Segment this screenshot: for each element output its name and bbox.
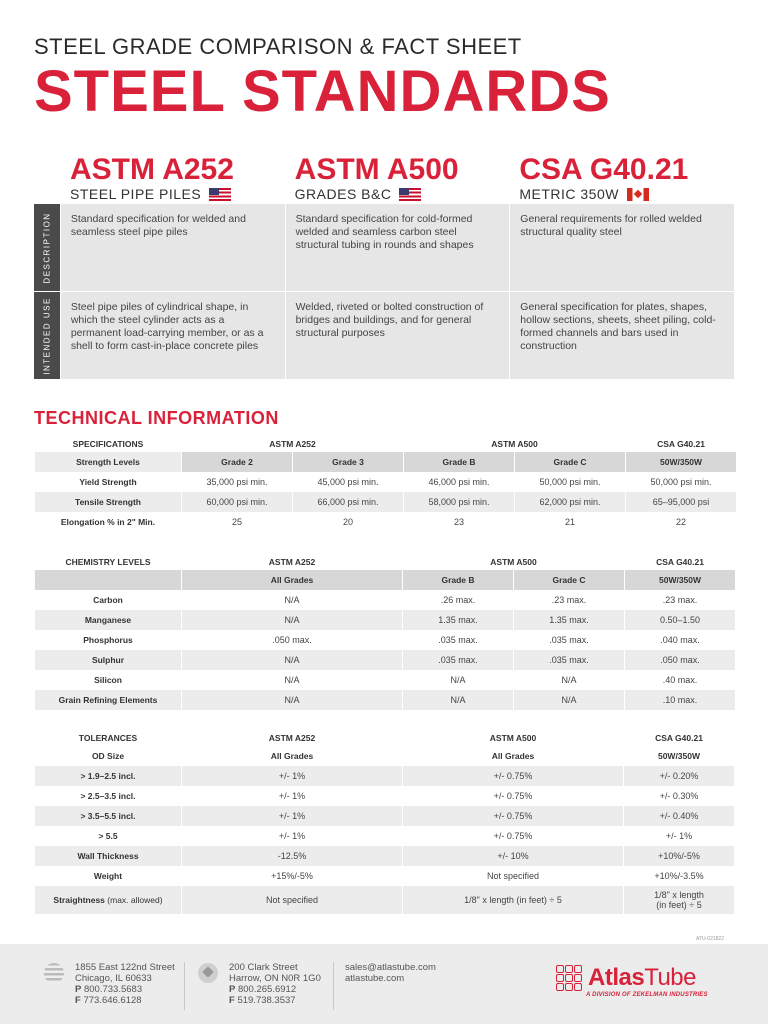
table-cell: .035 max. (438, 635, 478, 645)
intended-use-cell: General specification for plates, shapes, hollow sections, sheets, sheet piling, cold-formed channels and bars used in construction (510, 292, 734, 379)
row-label: Grain Refining Elements (35, 690, 181, 710)
table-cell: +/- 1% (278, 831, 306, 841)
row-label: > 1.9–2.5 incl. (35, 766, 181, 786)
table-cell: N/A (561, 675, 577, 685)
table-cell: N/A (514, 690, 624, 710)
canada-address (229, 962, 321, 1006)
row-label: Elongation % in 2" Min. (60, 517, 156, 527)
table-row (35, 846, 734, 866)
table-row (35, 806, 734, 826)
logo-word-tube: Tube (644, 964, 696, 991)
email-link[interactable]: sales@atlastube.com (345, 962, 436, 973)
table-cell: +/- 0.75% (403, 766, 623, 786)
grade-header: 50W/350W (626, 452, 736, 472)
table-row (35, 630, 735, 650)
table-cell: +10%/-3.5% (654, 871, 704, 881)
row-label (35, 886, 181, 914)
us-flag-icon (44, 963, 64, 983)
table-cell: +/- 0.75% (493, 831, 533, 841)
address-line: Chicago, IL 60633 (75, 973, 152, 984)
row-label: OD Size (91, 751, 125, 761)
table-cell: +10%/-5% (624, 846, 734, 866)
table-cell: 62,000 psi min. (515, 492, 625, 512)
us-address (75, 962, 175, 1006)
table-row (35, 786, 734, 806)
table-cell: .23 max. (551, 595, 587, 605)
address-line: 200 Clark Street (229, 962, 298, 973)
intended-use-tab (34, 292, 60, 379)
table-cell: N/A (182, 610, 402, 630)
address-line: Harrow, ON N0R 1G0 (229, 973, 321, 984)
table-header: ASTM A252 (268, 733, 316, 743)
chemistry-table (34, 554, 736, 710)
table-cell: 1/8" x length (in feet) ÷ 5 (403, 886, 623, 914)
table-cell: +/- 0.75% (403, 806, 623, 826)
phone-number: 800.733.5683 (83, 984, 143, 995)
address-line: 1855 East 122nd Street (75, 962, 175, 973)
intended-use-label: INTENDED USE (42, 296, 52, 375)
table-cell: +/- 0.40% (624, 806, 734, 826)
intended-use-cell: Welded, riveted or bolted construction of bridges and buildings, and for general structural purposes (286, 292, 510, 379)
table-cell: .035 max. (403, 650, 513, 670)
table-header: CSA G40.21 (656, 557, 704, 567)
page-footer (0, 944, 768, 1024)
straightness-note: (max. allowed) (107, 895, 163, 905)
table-header: ASTM A500 (490, 557, 537, 567)
us-flag-icon (209, 188, 231, 201)
table-cell: Not specified (486, 871, 540, 881)
page-title: STEEL STANDARDS (34, 59, 611, 124)
row-label: Strength Levels (35, 452, 181, 472)
table-cell: N/A (284, 595, 300, 605)
canada-flag-icon (198, 963, 218, 983)
description-label: DESCRIPTION (42, 211, 52, 284)
table-header: ASTM A252 (268, 557, 316, 567)
table-cell (624, 886, 734, 914)
table-header: CSA G40.21 (655, 733, 703, 743)
table-cell: 58,000 psi min. (404, 492, 514, 512)
table-row (35, 670, 735, 690)
fax-number: 519.738.3537 (237, 995, 296, 1006)
table-header: TOLERANCES (78, 733, 138, 743)
table-cell: N/A (182, 650, 402, 670)
table-cell: 1.35 max. (403, 610, 513, 630)
standard-code: ASTM A252 (70, 153, 234, 186)
table-cell: +/- 0.30% (659, 791, 699, 801)
table-cell: .040 max. (660, 635, 700, 645)
table-cell: +15%/-5% (271, 871, 313, 881)
standard-heading-csa (509, 154, 734, 202)
standard-code: CSA G40.21 (519, 153, 689, 186)
row-label: Phosphorus (83, 635, 133, 645)
table-cell: N/A (403, 690, 513, 710)
table-cell: 1.35 max. (514, 610, 624, 630)
footer-divider (333, 962, 334, 1010)
table-cell: .050 max. (272, 635, 312, 645)
table-cell: 60,000 psi min. (182, 492, 292, 512)
standard-heading-a252 (60, 154, 285, 202)
us-flag-icon (399, 188, 421, 201)
table-row (35, 590, 735, 610)
grade-header: Grade B (403, 570, 513, 590)
page-supertitle: STEEL GRADE COMPARISON & FACT SHEET (34, 34, 522, 59)
logo-grid-icon (556, 965, 582, 991)
table-cell: 21 (565, 517, 576, 527)
table-cell: 23 (454, 517, 465, 527)
table-cell: N/A (284, 675, 300, 685)
table-cell: .10 max. (625, 690, 735, 710)
logo-tagline: A DIVISION OF ZEKELMAN INDUSTRIES (586, 992, 708, 998)
grade-header: Grade C (515, 452, 625, 472)
table-cell: .035 max. (514, 650, 624, 670)
table-cell: N/A (450, 675, 466, 685)
grade-header: All Grades (270, 751, 314, 761)
row-label: > 2.5–3.5 incl. (80, 791, 136, 801)
description-cell: General requirements for rolled welded structural quality steel (510, 204, 734, 291)
table-row (35, 472, 736, 492)
atlas-tube-logo (556, 964, 696, 992)
description-cell: Standard specification for welded and seamless steel pipe piles (61, 204, 285, 291)
table-row (35, 886, 734, 914)
phone-number: 800.265.6912 (237, 984, 297, 995)
table-cell: .050 max. (625, 650, 735, 670)
standard-headings (60, 154, 734, 202)
phone-label: P (229, 984, 236, 995)
tolerances-table (34, 730, 735, 914)
table-cell: 20 (343, 517, 354, 527)
row-label: Tensile Strength (35, 492, 181, 512)
table-header: CHEMISTRY LEVELS (65, 557, 151, 567)
description-tab (34, 204, 60, 291)
table-cell: 25 (231, 517, 242, 527)
page-header (34, 34, 611, 122)
table-cell: 45,000 psi min. (317, 477, 379, 487)
row-label: Carbon (93, 595, 123, 605)
table-cell: +/- 0.75% (493, 791, 533, 801)
website-link[interactable]: atlastube.com (345, 973, 405, 984)
fax-label: F (75, 995, 81, 1006)
table-cell: +/- 1% (665, 831, 693, 841)
table-row (35, 492, 736, 512)
standard-subtitle: METRIC 350W (519, 186, 619, 202)
table-cell: +/- 0.20% (624, 766, 734, 786)
table-row (35, 866, 734, 886)
row-label: > 3.5–5.5 incl. (35, 806, 181, 826)
cell-line: 1/8" x length (654, 890, 704, 900)
table-row (35, 766, 734, 786)
table-row (35, 826, 734, 846)
table-cell: .23 max. (662, 595, 698, 605)
table-cell: 50,000 psi min. (539, 477, 601, 487)
grade-header: All Grades (182, 570, 402, 590)
table-header: ASTM A500 (489, 733, 537, 743)
table-cell: -12.5% (182, 846, 402, 866)
row-label: Yield Strength (79, 477, 137, 487)
table-cell: 46,000 psi min. (428, 477, 490, 487)
footer-divider (184, 962, 185, 1010)
standard-subtitle: STEEL PIPE PILES (70, 186, 202, 202)
technical-information-title: TECHNICAL INFORMATION (34, 408, 279, 428)
table-row (35, 650, 735, 670)
table-cell: .035 max. (549, 635, 589, 645)
straightness-label: Straightness (53, 895, 105, 905)
fax-label: F (229, 995, 235, 1006)
contact-info (345, 962, 436, 984)
table-header: ASTM A252 (269, 439, 316, 449)
standard-subtitle: GRADES B&C (294, 186, 392, 202)
table-cell: +/- 10% (403, 846, 623, 866)
row-label: Weight (93, 871, 123, 881)
cell-line: (in feet) ÷ 5 (656, 900, 702, 910)
table-cell: .40 max. (662, 675, 698, 685)
table-cell: .26 max. (440, 595, 476, 605)
intended-use-section (34, 292, 734, 379)
table-row (35, 610, 735, 630)
intended-use-cell: Steel pipe piles of cylindrical shape, in which the steel cylinder acts as a permanent load-carrying member, or as a shell to form cast-in-place concrete piles (61, 292, 285, 379)
standard-code: ASTM A500 (294, 153, 459, 186)
table-cell: N/A (182, 690, 402, 710)
table-cell: 66,000 psi min. (293, 492, 403, 512)
row-label: Sulphur (35, 650, 181, 670)
table-row (35, 512, 736, 532)
standard-heading-a500 (285, 154, 510, 202)
row-label: Wall Thickness (35, 846, 181, 866)
row-label: Silicon (94, 675, 122, 685)
phone-label: P (75, 984, 82, 995)
grade-header: Grade 2 (182, 452, 292, 472)
row-label: > 5.5 (98, 831, 118, 841)
grade-header: 50W/350W (657, 751, 701, 761)
table-header: SPECIFICATIONS (72, 439, 144, 449)
table-cell: 22 (676, 517, 687, 527)
document-code: ATU-021822 (696, 936, 724, 942)
grade-header: 50W/350W (625, 570, 735, 590)
blank-cell (35, 570, 181, 590)
table-header: CSA G40.21 (657, 439, 705, 449)
grade-header: Grade C (514, 570, 624, 590)
grade-header: Grade 3 (293, 452, 403, 472)
table-cell: 0.50–1.50 (625, 610, 735, 630)
fax-number: 773.646.6128 (83, 995, 142, 1006)
table-cell: +/- 1% (182, 766, 402, 786)
table-cell: +/- 1% (278, 791, 306, 801)
table-cell: 65–95,000 psi (626, 492, 736, 512)
table-cell: Not specified (182, 886, 402, 914)
specifications-table (34, 436, 737, 532)
grade-header: Grade B (404, 452, 514, 472)
description-section (34, 204, 734, 291)
table-cell: 35,000 psi min. (206, 477, 268, 487)
row-label: Manganese (35, 610, 181, 630)
table-header: ASTM A500 (491, 439, 538, 449)
description-cell: Standard specification for cold-formed welded and seamless carbon steel structural tubing in rounds and shapes (286, 204, 510, 291)
canada-flag-icon (627, 188, 649, 201)
logo-word-atlas: Atlas (588, 964, 645, 991)
grade-header: All Grades (491, 751, 535, 761)
table-cell: +/- 1% (182, 806, 402, 826)
table-cell: 50,000 psi min. (650, 477, 712, 487)
table-row (35, 690, 735, 710)
